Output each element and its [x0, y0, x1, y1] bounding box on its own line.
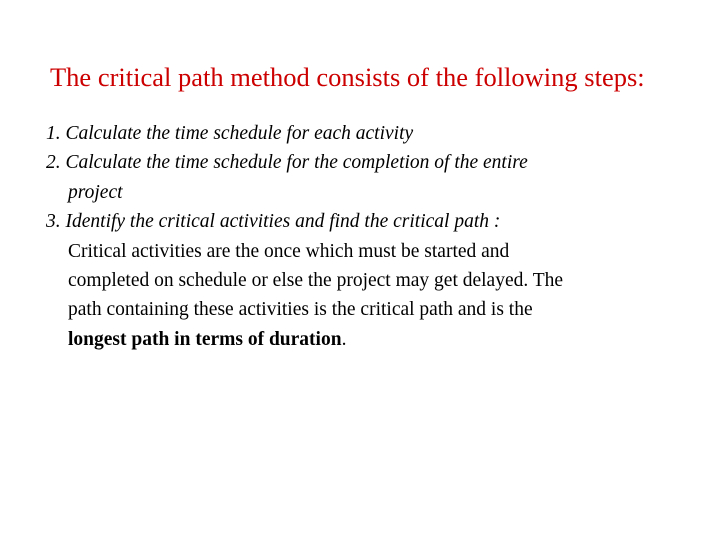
- step-3-emphasis: longest path in terms of duration: [68, 328, 342, 350]
- steps-list: [46, 119, 696, 354]
- step-3-description-line-3: path containing these activities is the critical path and is the: [68, 299, 533, 321]
- slide-title: The critical path method consists of the following steps:: [50, 62, 645, 92]
- step-1-text: Calculate the time schedule for each activity: [65, 123, 414, 144]
- step-3-description-line-4: [46, 325, 696, 354]
- step-2-line-1: [46, 148, 696, 177]
- step-3-suffix: :: [489, 211, 501, 233]
- step-3-period: .: [341, 328, 347, 350]
- step-3: [46, 207, 696, 354]
- step-2-text: Calculate the time schedule for the completion of the entire: [65, 152, 528, 174]
- step-3-number: 3.: [46, 211, 61, 233]
- step-1: [46, 119, 696, 148]
- step-3-heading: [46, 207, 696, 236]
- step-1-number: 1.: [46, 123, 61, 144]
- step-3-description-line-2: completed on schedule or else the project may get delayed. The: [68, 270, 564, 292]
- step-2: [46, 148, 696, 207]
- step-3-text: Identify the critical activities and find the critical path: [65, 211, 489, 233]
- step-2-number: 2.: [46, 152, 61, 174]
- step-2-line-2: project: [68, 181, 123, 203]
- step-3-description-line-1: Critical activities are the once which must be started and: [68, 240, 510, 262]
